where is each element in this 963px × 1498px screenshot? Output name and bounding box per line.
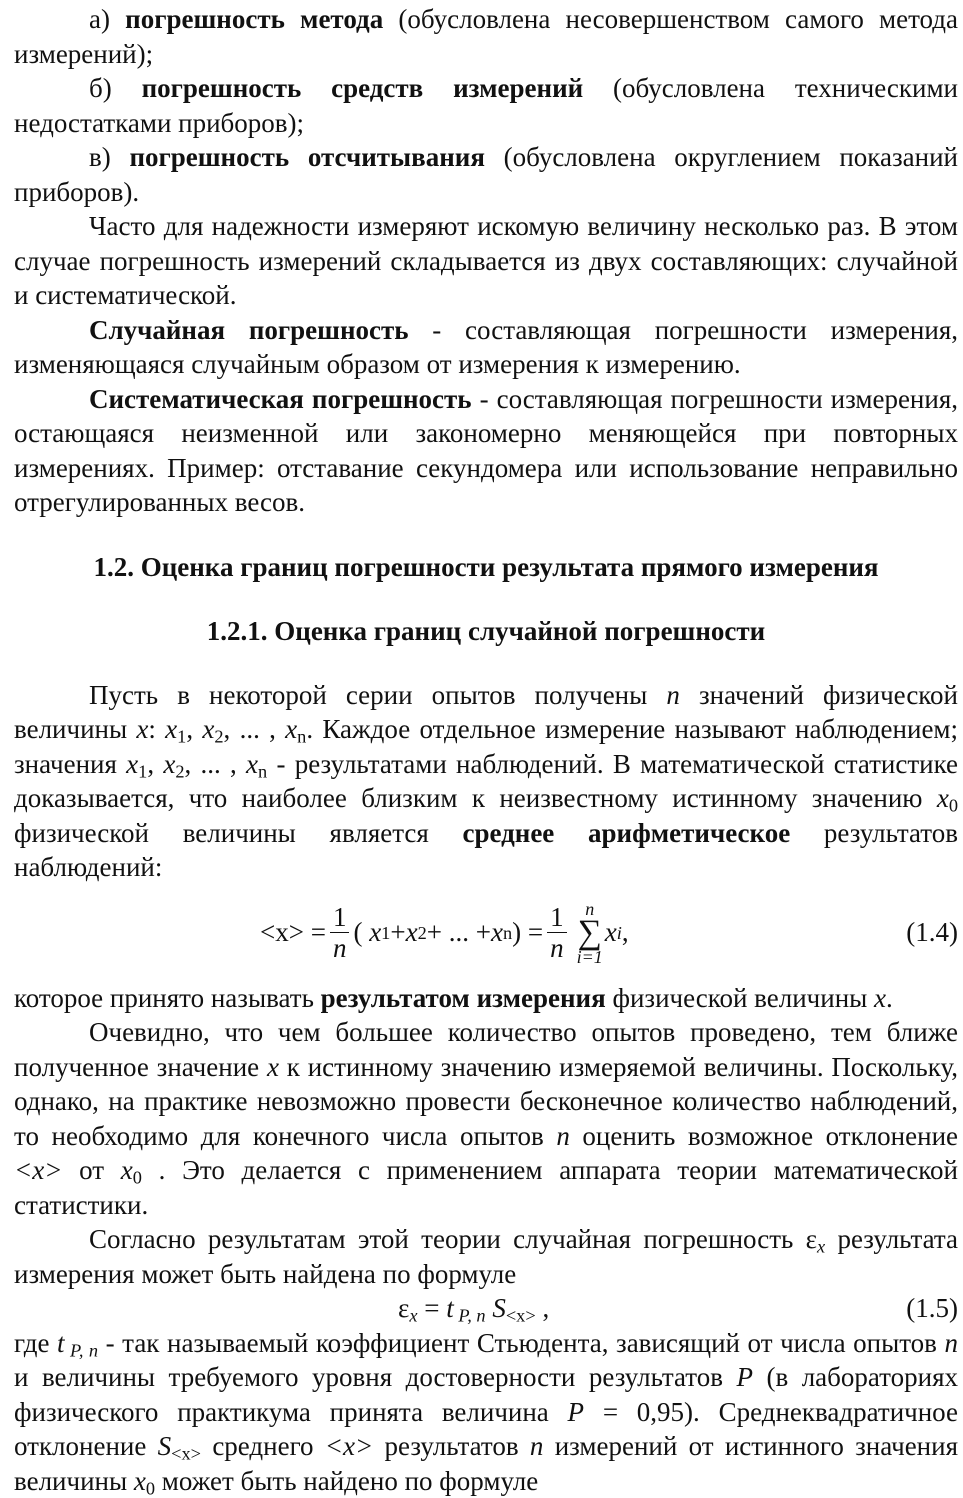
equation-number: (1.5) (906, 1291, 958, 1326)
paragraph-student-coefficient: где t $_{P, n}$ - так называемый коэффициент Стьюдента, зависящий от числа опытов n и величины требуемого уровня достоверности результатов P (в лабораториях физического практикума принята величина P = 0,95). Среднеквадратичное отклонение $S_{<x>}$ среднего <x> результатов n измерений от истинного значения величины $x_0$ может быть найдено по формуле (14, 1326, 958, 1498)
term-bold: результатом измерения (321, 983, 606, 1013)
summation-sign: n ∑ i=1 (577, 900, 603, 966)
paragraph-text: (обусловлена техническими недостатками приборов); (14, 73, 958, 138)
fraction: $\frac{1}{n}$ (547, 903, 567, 963)
list-marker: а) (89, 4, 125, 34)
paragraph-method-error (14, 2, 958, 71)
term-bold: погрешность метода (125, 4, 383, 34)
paragraph-reading-error (14, 140, 958, 209)
paragraph-text: - составляющая погрешности измерения, остающаяся неизменной или закономерно меняющейся при повторных измерениях. Пример: отставание секундомера или использование неправильно отрегулированных весов. (14, 384, 958, 518)
term-bold: Систематическая погрешность (89, 384, 472, 414)
paragraph-random-error (14, 313, 958, 382)
term-bold: Случайная погрешность (89, 315, 409, 345)
section-heading: 1.2. Оценка границ погрешности результата прямого измерения (14, 550, 958, 585)
fraction: $\frac{1}{n}$ (330, 903, 350, 963)
list-marker: б) (89, 73, 142, 103)
paragraph-text: - составляющая погрешности измерения, изменяющаяся случайным образом от измерения к измерению. (14, 315, 958, 380)
paragraph-repeated-measurements: Часто для надежности измеряют искомую величину несколько раз. В этом случае погрешность измерений складывается из двух составляющих: случайной и систематической. (14, 209, 958, 313)
equation-number: (1.4) (906, 915, 958, 950)
paragraph-deviation-estimate: Очевидно, что чем большее количество опытов проведено, тем ближе полученное значение x к истинному значению измеряемой величины. Поскольку, однако, на практике невозможно провести бесконечное количество наблюдений, то необходимо для конечного числа опытов n оценить возможное отклонение <x> от $x_0$ . Это делается с применением аппарата теории математической статистики. (14, 1015, 958, 1222)
paragraph-instrument-error (14, 71, 958, 140)
paragraph-random-error-formula: Согласно результатам этой теории случайная погрешность $\varepsilon_x$ результата измерения может быть найдена по формуле (14, 1222, 958, 1291)
term-bold: погрешность отсчитывания (129, 142, 485, 172)
paragraph-measurement-result: которое принято называть результатом измерения физической величины x. (14, 981, 958, 1016)
list-marker: в) (89, 142, 129, 172)
paragraph-text: (обусловлена несовершенством самого метода измерений); (14, 4, 958, 69)
term-bold: погрешность средств измерений (142, 73, 584, 103)
document-page (14, 2, 958, 1498)
formula-1-5: $\varepsilon_x = t$ $_{P, n}$ $S_{<x>}$ , (1.5) (14, 1291, 958, 1326)
term-bold: среднее арифметическое (462, 818, 790, 848)
formula-1-4: <x> = $\frac{1}{n}$ ( x 1 + x 2 + ... + x n ) = $\frac{1}{n}$ n ∑ i=1 x i , (1.4) (14, 885, 958, 981)
paragraph-text: (обусловлена округлением показаний приборов). (14, 142, 958, 207)
subsection-heading: 1.2.1. Оценка границ случайной погрешности (14, 614, 958, 649)
paragraph-series-of-experiments: Пусть в некоторой серии опытов получены n значений физической величины x: $x_1$, $x_2$, ... , $x_n$. Каждое отдельное измерение называют наблюдением; значения $x_1$, $x_2$, ... , $x_n$ - результатами наблюдений. В математической статистике доказывается, что наиболее близким к неизвестному истинному значению $x_0$ физической величины является среднее арифметическое результатов наблюдений: (14, 678, 958, 885)
paragraph-systematic-error (14, 382, 958, 520)
